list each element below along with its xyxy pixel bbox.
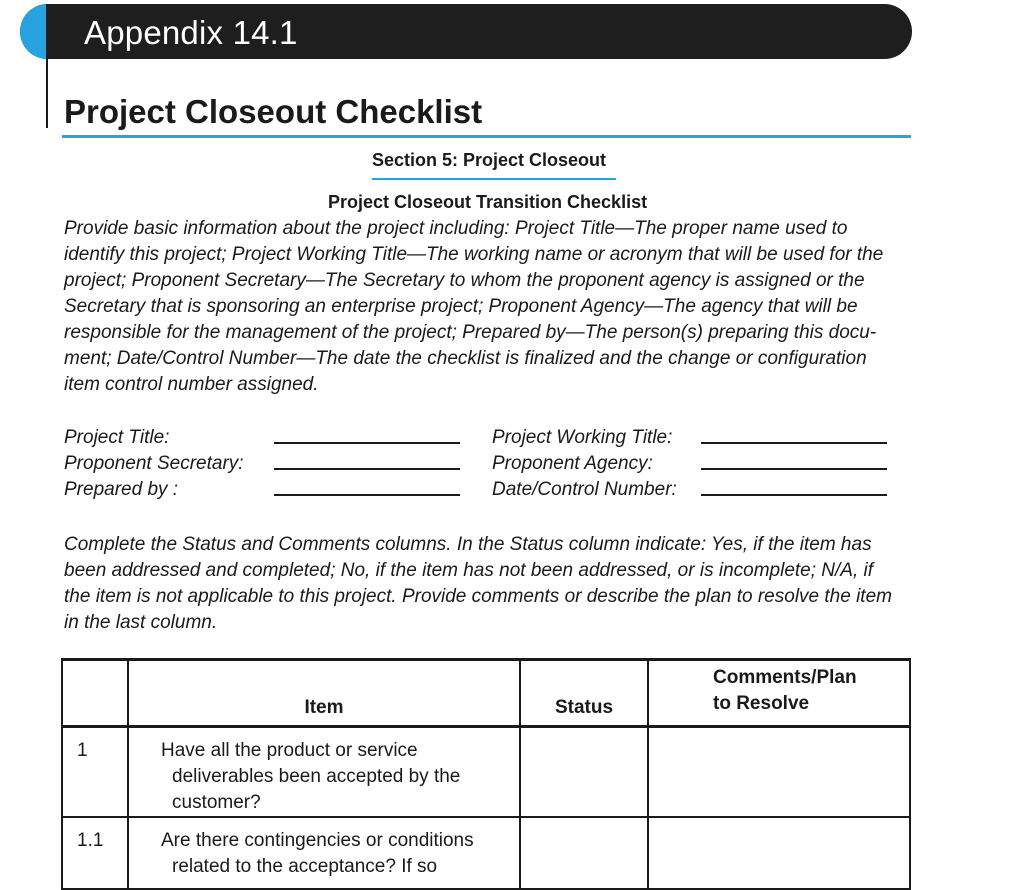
comments-header-line2: to Resolve [713, 693, 810, 714]
row-number: 1.1 [62, 817, 128, 889]
proponent-agency-label: Proponent Agency: [492, 453, 653, 474]
appendix-label: Appendix 14.1 [84, 14, 298, 51]
prepared-by-field[interactable] [274, 494, 460, 496]
comments-header-line1: Comments/Plan [713, 667, 857, 688]
table-row [62, 817, 910, 889]
prepared-by-label: Prepared by : [64, 479, 179, 500]
row-item: Are there contingencies or conditions related to the acceptance? If so [128, 817, 520, 889]
project-working-title-label: Project Working Title: [492, 427, 673, 448]
proponent-agency-field[interactable] [701, 468, 887, 470]
page-title: Project Closeout Checklist [64, 93, 483, 130]
title-divider [62, 135, 911, 138]
date-control-number-label: Date/Control Number: [492, 479, 677, 500]
checklist-table [61, 658, 911, 890]
project-title-label: Project Title: [64, 427, 170, 448]
checklist-heading: Project Closeout Transition Checklist [328, 192, 648, 212]
section-heading: Section 5: Project Closeout [372, 150, 607, 170]
status-column-header: Status [520, 660, 648, 727]
row-comments-cell[interactable] [648, 817, 910, 889]
row-number: 1 [62, 727, 128, 818]
table-header-row [62, 660, 910, 727]
project-title-field[interactable] [274, 442, 460, 444]
project-working-title-field[interactable] [701, 442, 887, 444]
row-comments-cell[interactable] [648, 727, 910, 818]
row-status-cell[interactable] [520, 817, 648, 889]
number-column-header [62, 660, 128, 727]
comments-column-header [648, 660, 910, 727]
intro-paragraph: Provide basic information about the project including: Project Title—The proper name used to identify this project; Project Working Title—The working name or acronym that will be used for the project; Proponent Secretary—The Secretary to whom the proponent agency is assigned or the Secretary that is sponsoring an enterprise project; Proponent Agency—The agency that will be responsible for the management of the project; Prepared by—The person(s) preparing this docu-ment; Date/Control Number—The date the checklist is finalized and the change or configuration item control number assigned. [64, 218, 884, 395]
proponent-secretary-label: Proponent Secretary: [64, 453, 244, 474]
proponent-secretary-field[interactable] [274, 468, 460, 470]
appendix-banner [20, 4, 912, 59]
instructions-paragraph: Complete the Status and Comments columns. In the Status column indicate: Yes, if the item has been addressed and completed; No, if the item has not been addressed, or is incomplete; N/A, if the item is not applicable to this project. Provide comments or describe the plan to resolve the item in the last column. [64, 534, 892, 633]
row-item: Have all the product or service deliverables been accepted by the customer? [128, 727, 520, 818]
row-status-cell[interactable] [520, 727, 648, 818]
vertical-rule [46, 59, 48, 128]
date-control-number-field[interactable] [701, 494, 887, 496]
section-divider [372, 178, 616, 180]
table-row [62, 727, 910, 818]
item-column-header: Item [128, 660, 520, 727]
